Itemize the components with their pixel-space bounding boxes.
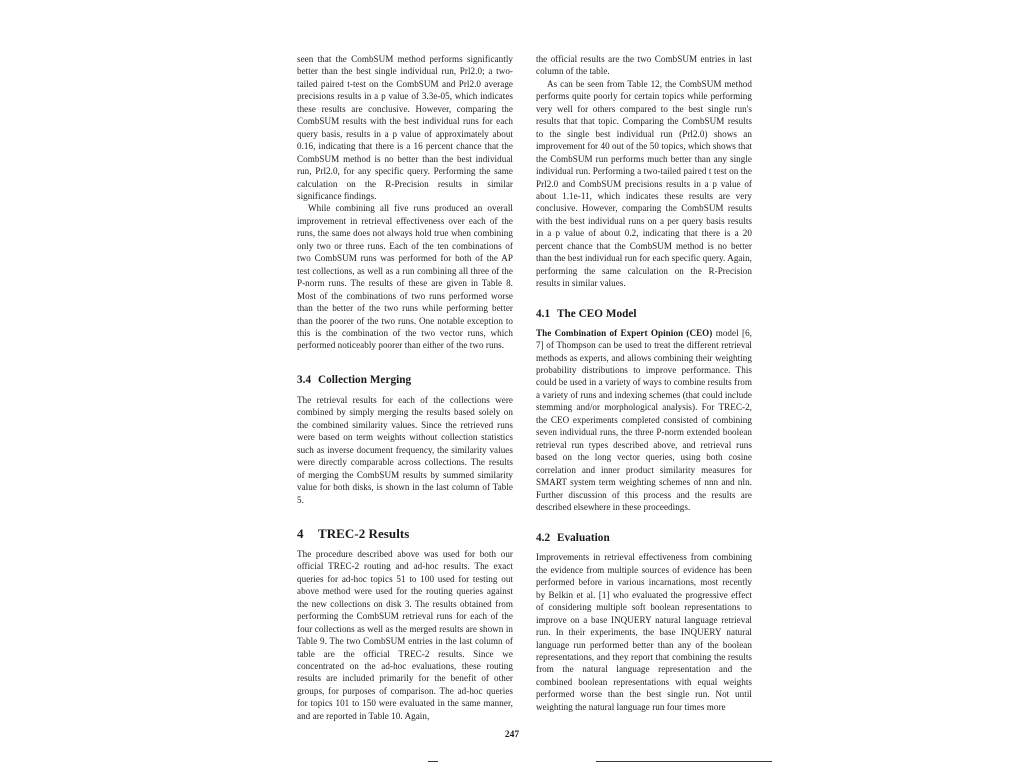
body-paragraph: The procedure described above was used for both our official TREC-2 routing and ad-hoc results. The exact queries for ad-hoc topics 51 to 100 used for testing out above method were used for the routing queries against the new collections on disk 3. The results obtained from performing the CombSUM retrieval runs for each of the four collections as well as the merged results are shown in Table 9. The two CombSUM entries in the last column of table are the official TREC-2 results. Since we concentrated on the ad-hoc evaluations, these routing results are included primarily for the benefit of other groups, for purposes of comparison. The ad-hoc queries for topics 101 to 150 were evaluated in the same manner, and are reported in Table 10. Again, [297, 548, 513, 721]
body-paragraph: The retrieval results for each of the collections were combined by simply merging the results based solely on the combined similarity values. Since the retrieved runs were based on term weights without collection statistics such as inverse document frequency, the similarity values were directly comparable across collections. The results of merging the CombSUM results by summed similarity value for both disks, is shown in the last column of Table 5. [297, 394, 513, 505]
section-heading [297, 526, 513, 542]
left-column [297, 53, 513, 722]
footer-rule [428, 761, 438, 762]
section-title: The CEO Model [557, 307, 637, 320]
body-paragraph: the official results are the two CombSUM entries in last column of the table. [536, 54, 752, 77]
footer-rule [596, 761, 772, 762]
bold-lead-in: The Combination of Expert Opinion (CEO) [536, 327, 713, 338]
section-heading [297, 373, 513, 387]
section-title: Collection Merging [318, 373, 412, 386]
section-number: 4.2 [536, 532, 551, 545]
page-number: 247 [504, 730, 520, 740]
section-number: 4.1 [536, 307, 551, 320]
section-title: TREC-2 Results [318, 525, 410, 541]
section-number: 3.4 [297, 373, 312, 386]
section-number: 4 [297, 525, 304, 541]
body-paragraph [536, 327, 752, 514]
section-heading [536, 307, 752, 321]
body-paragraph: Improvements in retrieval effectiveness from combining the evidence from multiple sources of evidence has been performed before in various incarnations, most recently by Belkin et al. [1] who evaluated the progressive effect of considering multiple soft boolean representations to improve on a base INQUERY natural language retrieval run. In their experiments, the base INQUERY natural language run performed better than any of the boolean representations, and they report that combining the results from the natural language representation and the combined boolean representations with equal weights performed worse than the best single run. Not until weighting the natural language run four times more [536, 552, 752, 712]
section-heading [536, 531, 752, 545]
body-paragraph: As can be seen from Table 12, the CombSUM method performs quite poorly for certain topics while performing very well for others compared to the best single run's results that that topic. Comparing the CombSUM results to the single best individual run (Prl2.0) shows an improvement for 40 out of the 50 topics, which shows that the CombSUM run performs much better than any single individual run. Performing a two-tailed paired t test on the Prl2.0 and CombSUM precisions results in a p value of about 1.1e-11, which indicates these results are very conclusive. However, comparing the CombSUM results with the best individual runs on a per query basis results in a p value of about 0.2, indicating that there is a 20 percent chance that the CombSUM method is no better than the best individual run for each specific query. Again, performing the same calculation on the R-Precision results in similar values. [536, 78, 752, 289]
right-column [536, 53, 752, 713]
body-paragraph: While combining all five runs produced an overall improvement in retrieval effectiveness over each of the runs, the same does not always hold true when combining only two or three runs. Each of the ten combinations of two CombSUM runs was performed for both of the AP test collections, as well as a run combining all three of the P-norm runs. The results of these are given in Table 8. Most of the combinations of two runs performed worse than the better of the two runs while performing better than the poorer of the two runs. One notable exception to this is the combination of the two vector runs, which performed noticeably poorer than either of the two runs. [297, 203, 513, 351]
paragraph-text: model [6, 7] of Thompson can be used to treat the different retrieval methods as experts, and allows combining their weighting probability distributions to improve performance. This could be used in a variety of ways to combine results from a variety of runs and indexing schemes (that could include stemming and/or morphological analysis). For TREC-2, the CEO experiments completed consisted of combining seven individual runs, the three P-norm extended boolean retrieval run types described above, and retrieval runs based on the long vector queries, using both cosine correlation and inner product similarity measures for SMART system term weighting schemes of nnn and nln. Further discussion of this process and the results are described elsewhere in these proceedings. [536, 327, 752, 512]
section-title: Evaluation [557, 532, 610, 545]
body-paragraph: seen that the CombSUM method performs significantly better than the best single individual run, Prl2.0; a two-tailed paired t-test on the CombSUM and Prl2.0 average precisions results in a p value of 3.3e-05, which indicates these results are conclusive. However, comparing the CombSUM results with the best individual runs for each query basis, results in a p value of approximately about 0.16, indicating that there is a 16 percent chance that the CombSUM method is no better than the best individual run, Prl2.0, for any specific query. Performing the same calculation on the R-Precision results in similar significance findings. [297, 54, 513, 201]
